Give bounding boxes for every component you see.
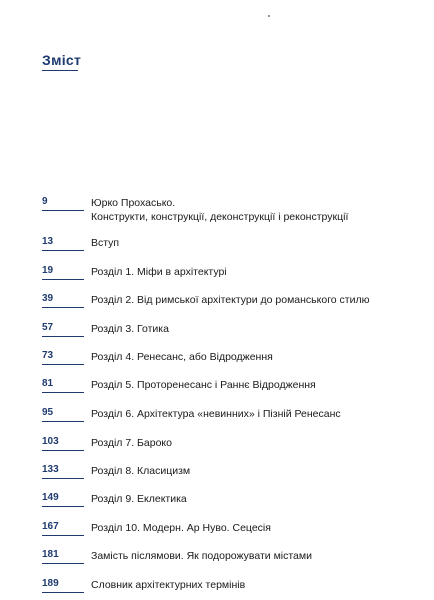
page-number-underline: [42, 336, 84, 337]
page-number-underline: [42, 392, 84, 393]
toc-title: [91, 236, 119, 250]
toc-page-number: 181: [42, 549, 59, 560]
toc-title-line: Розділ 3. Готика: [91, 323, 169, 335]
toc-page-number: 13: [42, 236, 54, 247]
toc-title-line: Розділ 2. Від римської архітектури до романського стилю: [91, 294, 370, 306]
toc-page-number: 9: [42, 196, 48, 207]
toc-page-number: 95: [42, 407, 54, 418]
page-number-underline: [42, 210, 84, 211]
toc-title: [91, 378, 316, 392]
page-number-underline: [42, 506, 84, 507]
page-number-underline: [42, 563, 84, 564]
page-number-underline: [42, 307, 84, 308]
toc-title-line: Розділ 5. Проторенесанс і Раннє Відродження: [91, 379, 316, 391]
toc-page-number: 19: [42, 265, 54, 276]
toc-page-number: 73: [42, 350, 54, 361]
toc-page-number: 189: [42, 578, 59, 589]
toc-title-line: Юрко Прохасько.: [91, 197, 176, 209]
toc-title-line: Розділ 8. Класицизм: [91, 465, 191, 477]
toc-title-line: Розділ 9. Еклектика: [91, 493, 187, 505]
toc-title: [91, 350, 273, 364]
toc-title-line: Розділ 4. Ренесанс, або Відродження: [91, 351, 273, 363]
toc-page-number: 133: [42, 464, 59, 475]
toc-title-line: Розділ 10. Модерн. Ар Нуво. Сецесія: [91, 522, 271, 534]
toc-title: [91, 464, 190, 478]
toc-title-line: Замість післямови. Як подорожувати містами: [91, 550, 312, 562]
toc-title-line: Розділ 6. Архітектура «невинних» і Пізній Ренесанс: [91, 408, 341, 420]
toc-page-number: 57: [42, 322, 54, 333]
toc-title: [91, 265, 227, 279]
toc-title: [91, 521, 271, 535]
toc-title: [91, 293, 369, 307]
page-number-underline: [42, 592, 84, 593]
toc-title: [91, 492, 187, 506]
toc-title-line: Вступ: [91, 237, 120, 249]
page-number-underline: [42, 421, 84, 422]
toc-title-line: Словник архітектурних термінів: [91, 579, 246, 591]
toc-title-line: Розділ 1. Міфи в архітектурі: [91, 266, 227, 278]
toc-title: [91, 578, 245, 592]
page-number-underline: [42, 279, 84, 280]
toc-title: [91, 322, 169, 336]
toc-title: [91, 549, 312, 563]
toc-page-number: 81: [42, 378, 54, 389]
toc-page-number: 39: [42, 293, 54, 304]
toc-title: [91, 196, 348, 224]
toc-title: [91, 436, 172, 450]
toc-page-number: 167: [42, 521, 59, 532]
toc-title-line: Конструкти, конструкції, деконструкції і реконструкції: [91, 211, 349, 223]
toc-title: [91, 407, 341, 421]
page-number-underline: [42, 450, 84, 451]
page-number-underline: [42, 535, 84, 536]
toc-title-line: Розділ 7. Бароко: [91, 437, 172, 449]
page-number-underline: [42, 478, 84, 479]
contents-heading: Зміст: [42, 52, 82, 68]
page-number-underline: [42, 250, 84, 251]
page-number-underline: [42, 364, 84, 365]
toc-page-number: 103: [42, 436, 59, 447]
toc-page-number: 149: [42, 492, 59, 503]
